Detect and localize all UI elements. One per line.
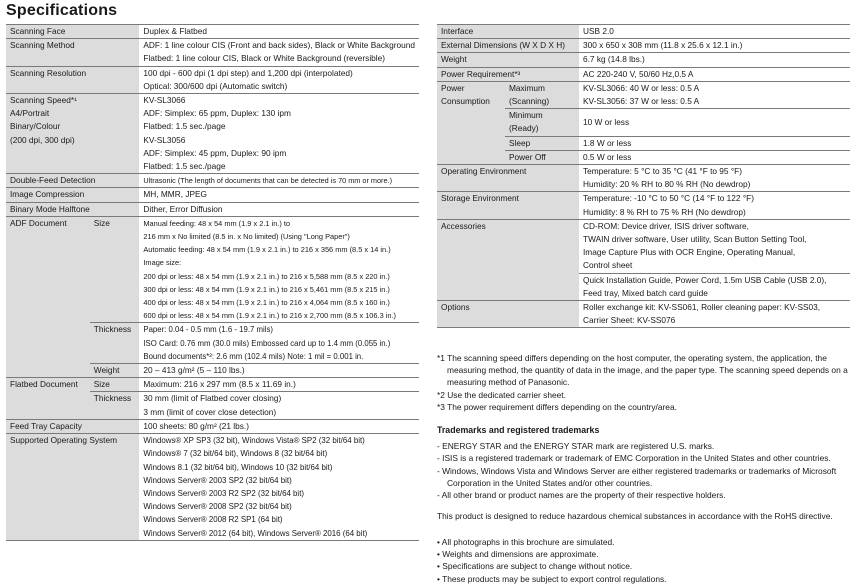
trademark-item: - Windows, Windows Vista and Windows Server are either registered trademarks or trademarks of Microsoft Corporation in the United States and/or other countries. bbox=[437, 465, 837, 488]
row-dimensions bbox=[437, 39, 850, 53]
value-line: CD-ROM: Device driver, ISIS driver software, bbox=[583, 220, 749, 231]
right-spec-table bbox=[437, 24, 850, 328]
spec-label: Options bbox=[437, 301, 579, 328]
spec-label bbox=[437, 81, 505, 164]
disclaimer-bullets bbox=[437, 536, 851, 585]
label-line: (Scanning) bbox=[509, 96, 550, 107]
value-line: Carrier Sheet: KV-SS076 bbox=[583, 315, 676, 326]
label-line: Scanning Speed*¹ bbox=[10, 95, 77, 106]
spec-sublabel bbox=[505, 81, 579, 108]
spec-label: Operating Environment bbox=[437, 165, 579, 192]
value-line: Windows® XP SP3 (32 bit), Windows Vista® SP2 (32 bit/64 bit) bbox=[143, 436, 365, 446]
row-flatbed-size bbox=[6, 378, 419, 392]
bullet-item: • All photographs in this brochure are simulated. bbox=[437, 537, 615, 547]
spec-value bbox=[139, 323, 419, 364]
value-line: KV-SL3056 bbox=[143, 134, 186, 145]
spec-value bbox=[579, 192, 850, 219]
spec-label bbox=[6, 94, 139, 174]
bullet-item: • These products may be subject to export control regulations. bbox=[437, 573, 667, 584]
row-power-maximum bbox=[437, 81, 850, 108]
value-line: ADF: 1 line colour CIS (Front and back sides), Black or White Background bbox=[143, 40, 415, 51]
spec-label: Power Requirement*³ bbox=[437, 67, 579, 81]
footnote: *1 The scanning speed differs depending on the host computer, the operating system, the application, the measuring method, the quantity of data in the image, and the paper type. The scanning speed depends on a measuring method of Panasonic. bbox=[437, 353, 848, 388]
bullet-item: • Weights and dimensions are approximate. bbox=[437, 549, 599, 560]
value-line: 200 dpi or less: 48 x 54 mm (1.9 x 2.1 in.) to 216 x 5,588 mm (8.5 x 220 in.) bbox=[143, 271, 390, 281]
row-image-compression bbox=[6, 188, 419, 202]
label-line: Consumption bbox=[441, 96, 490, 107]
trademark-item: - All other brand or product names are the property of their respective holders. bbox=[437, 490, 726, 501]
value-line: Feed tray, Mixed batch card guide bbox=[583, 287, 708, 298]
value-line: Humidity: 20 % RH to 80 % RH (No dewdrop) bbox=[583, 179, 751, 190]
value-line: Quick Installation Guide, Power Cord, 1.5m USB Cable (USB 2.0), bbox=[583, 274, 827, 285]
row-power-requirement bbox=[437, 67, 850, 81]
value-line: 100 dpi - 600 dpi (1 dpi step) and 1,200 dpi (interpolated) bbox=[143, 67, 353, 78]
label-line: (Ready) bbox=[509, 123, 539, 134]
rohs-text: This product is designed to reduce hazardous chemical substances in accordance with the RoHS directive. bbox=[437, 511, 833, 521]
spec-value: Ultrasonic (The length of documents that can be detected is 70 mm or more.) bbox=[139, 174, 419, 188]
spec-sublabel: Size bbox=[90, 378, 140, 392]
spec-sublabel: Thickness bbox=[90, 392, 140, 419]
spec-sublabel bbox=[505, 109, 579, 136]
spec-label: ADF Document bbox=[6, 216, 90, 377]
spec-value: 300 x 650 x 308 mm (11.8 x 25.6 x 12.1 in.) bbox=[579, 39, 850, 53]
spec-value: Dither, Error Diffusion bbox=[139, 202, 419, 216]
value-line: 30 mm (limit of Flatbed cover closing) bbox=[143, 393, 282, 404]
spec-value: 0.5 W or less bbox=[579, 150, 850, 164]
value-line: Temperature: 5 °C to 35 °C (41 °F to 95 °F) bbox=[583, 166, 742, 177]
spec-value bbox=[139, 39, 419, 66]
trademarks-section bbox=[437, 424, 851, 501]
value-line: Humidity: 8 % RH to 75 % RH (No dewdrop) bbox=[583, 206, 746, 217]
row-scanning-resolution bbox=[6, 66, 419, 93]
spec-label: Feed Tray Capacity bbox=[6, 419, 139, 433]
spec-label: Image Compression bbox=[6, 188, 139, 202]
row-accessories-a bbox=[437, 219, 850, 273]
spec-value bbox=[139, 392, 419, 419]
spec-value: 100 sheets: 80 g/m² (21 lbs.) bbox=[139, 419, 419, 433]
row-options bbox=[437, 301, 850, 328]
value-line: Flatbed: 1.5 sec./page bbox=[143, 161, 226, 172]
value-line: Image size: bbox=[143, 258, 182, 268]
spec-label: Scanning Method bbox=[6, 39, 139, 66]
spec-label: Accessories bbox=[437, 219, 579, 300]
spec-sublabel: Power Off bbox=[505, 150, 579, 164]
value-line: ISO Card: 0.76 mm (30.0 mils) Embossed card up to 1.4 mm (0.055 in.) bbox=[143, 338, 391, 348]
label-line: Binary/Colour bbox=[10, 121, 61, 132]
value-line: 600 dpi or less: 48 x 54 mm (1.9 x 2.1 in.) to 216 x 2,700 mm (8.5 x 106.3 in.) bbox=[143, 311, 397, 321]
value-line: KV-SL3066: 40 W or less: 0.5 A bbox=[583, 82, 700, 93]
spec-value bbox=[139, 66, 419, 93]
spec-value: USB 2.0 bbox=[579, 25, 850, 39]
rohs-note bbox=[437, 510, 851, 522]
row-operating-env bbox=[437, 165, 850, 192]
spec-value: 6.7 kg (14.8 lbs.) bbox=[579, 53, 850, 67]
spec-label: Storage Environment bbox=[437, 192, 579, 219]
spec-sublabel: Sleep bbox=[505, 136, 579, 150]
spec-label: Interface bbox=[437, 25, 579, 39]
row-feed-tray bbox=[6, 419, 419, 433]
spec-value bbox=[579, 219, 850, 273]
value-line: Windows 8.1 (32 bit/64 bit), Windows 10 (32 bit/64 bit) bbox=[143, 462, 333, 472]
value-line: ADF: Simplex: 45 ppm, Duplex: 90 ipm bbox=[143, 147, 287, 158]
value-line: Roller exchange kit: KV-SS061, Roller cleaning paper: KV-SS03, bbox=[583, 302, 821, 313]
value-line: Flatbed: 1.5 sec./page bbox=[143, 121, 226, 132]
value-line: Optical: 300/600 dpi (Automatic switch) bbox=[143, 80, 288, 91]
spec-label: Flatbed Document bbox=[6, 378, 90, 420]
value-line: Manual feeding: 48 x 54 mm (1.9 x 2.1 in.) to bbox=[143, 218, 291, 228]
spec-value: 20 – 413 g/m² (5 – 110 lbs.) bbox=[139, 364, 419, 378]
value-line: Windows Server® 2008 R2 SP1 (64 bit) bbox=[143, 515, 283, 525]
spec-value: 1.8 W or less bbox=[579, 136, 850, 150]
spec-sublabel: Weight bbox=[90, 364, 140, 378]
spec-sublabel: Size bbox=[90, 216, 140, 323]
footnote: *2 Use the dedicated carrier sheet. bbox=[437, 389, 566, 400]
value-line: Windows Server® 2003 SP2 (32 bit/64 bit) bbox=[143, 475, 292, 485]
spec-value bbox=[579, 301, 850, 328]
left-spec-table bbox=[6, 24, 419, 541]
value-line: Paper: 0.04 - 0.5 mm (1.6 - 19.7 mils) bbox=[143, 325, 273, 335]
row-scanning-method bbox=[6, 39, 419, 66]
trademarks-heading: Trademarks and registered trademarks bbox=[437, 425, 600, 435]
label-line: Minimum bbox=[509, 110, 543, 121]
bullet-item: • Specifications are subject to change without notice. bbox=[437, 561, 633, 572]
spec-label: Weight bbox=[437, 53, 579, 67]
value-line: Windows® 7 (32 bit/64 bit), Windows 8 (32 bit/64 bit) bbox=[143, 449, 328, 459]
spec-value: 10 W or less bbox=[579, 109, 850, 136]
label-line: (200 dpi, 300 dpi) bbox=[10, 134, 75, 145]
spec-label: Scanning Face bbox=[6, 25, 139, 39]
page-title: Specifications bbox=[6, 2, 118, 19]
value-line: 300 dpi or less: 48 x 54 mm (1.9 x 2.1 in.) to 216 x 5,461 mm (8.5 x 215 in.) bbox=[143, 284, 390, 294]
spec-label: Binary Mode Halftone bbox=[6, 202, 139, 216]
value-line: Windows Server® 2012 (64 bit), Windows Server® 2016 (64 bit) bbox=[143, 528, 368, 538]
footnotes bbox=[437, 352, 851, 413]
value-line: Temperature: -10 °C to 50 °C (14 °F to 122 °F) bbox=[583, 193, 754, 204]
value-line: ADF: Simplex: 65 ppm, Duplex: 130 ipm bbox=[143, 108, 291, 119]
row-interface bbox=[437, 25, 850, 39]
spec-label: Supported Operating System bbox=[6, 434, 139, 541]
value-line: 400 dpi or less: 48 x 54 mm (1.9 x 2.1 in.) to 216 x 4,064 mm (8.5 x 160 in.) bbox=[143, 298, 390, 308]
row-storage-env bbox=[437, 192, 850, 219]
spec-label: External Dimensions (W X D X H) bbox=[437, 39, 579, 53]
row-binary-halftone bbox=[6, 202, 419, 216]
label-line: A4/Portrait bbox=[10, 108, 50, 119]
value-line: TWAIN driver software, User utility, Scan Button Setting Tool, bbox=[583, 234, 807, 245]
row-scanning-face bbox=[6, 25, 419, 39]
spec-value bbox=[579, 165, 850, 192]
spec-value bbox=[139, 216, 419, 323]
footnote: *3 The power requirement differs depending on the country/area. bbox=[437, 401, 677, 412]
value-line: Control sheet bbox=[583, 260, 633, 271]
spec-value: AC 220-240 V, 50/60 Hz,0.5 A bbox=[579, 67, 850, 81]
label-line: Maximum bbox=[509, 82, 545, 93]
spec-label: Scanning Resolution bbox=[6, 66, 139, 93]
spec-value: Maximum: 216 x 297 mm (8.5 x 11.69 in.) bbox=[139, 378, 419, 392]
value-line: Windows Server® 2008 SP2 (32 bit/64 bit) bbox=[143, 502, 292, 512]
spec-value bbox=[139, 434, 419, 541]
row-double-feed bbox=[6, 174, 419, 188]
value-line: Automatic feeding: 48 x 54 mm (1.9 x 2.1 in.) to 216 x 356 mm (8.5 x 14 in.) bbox=[143, 245, 391, 255]
row-weight bbox=[437, 53, 850, 67]
spec-value: MH, MMR, JPEG bbox=[139, 188, 419, 202]
row-scanning-speed bbox=[6, 94, 419, 174]
value-line: Bound documents*²: 2.6 mm (102.4 mils) Note: 1 mil = 0.001 in. bbox=[143, 351, 364, 361]
spec-label: Double-Feed Detection bbox=[6, 174, 139, 188]
value-line: Image Capture Plus with OCR Engine, Operating Manual, bbox=[583, 247, 796, 258]
value-line: 216 mm x No limited (8.5 in. x No limited) (Using "Long Paper") bbox=[143, 232, 350, 242]
row-os bbox=[6, 434, 419, 541]
spec-sublabel: Thickness bbox=[90, 323, 140, 364]
trademark-item: - ISIS is a registered trademark or trademark of EMC Corporation in the United States and other countries. bbox=[437, 453, 831, 464]
spec-value: Duplex & Flatbed bbox=[139, 25, 419, 39]
label-line: Power bbox=[441, 82, 465, 93]
spec-value bbox=[579, 273, 850, 300]
spec-value bbox=[579, 81, 850, 108]
row-adf-size bbox=[6, 216, 419, 323]
value-line: Windows Server® 2003 R2 SP2 (32 bit/64 bit) bbox=[143, 488, 305, 498]
spec-value bbox=[139, 94, 419, 174]
value-line: 3 mm (limit of cover close detection) bbox=[143, 406, 277, 417]
value-line: KV-SL3066 bbox=[143, 95, 186, 106]
value-line: KV-SL3056: 37 W or less: 0.5 A bbox=[583, 96, 700, 107]
value-line: Flatbed: 1 line colour CIS, Black or White Background (reversible) bbox=[143, 53, 386, 64]
trademark-item: - ENERGY STAR and the ENERGY STAR mark are registered U.S. marks. bbox=[437, 441, 715, 452]
